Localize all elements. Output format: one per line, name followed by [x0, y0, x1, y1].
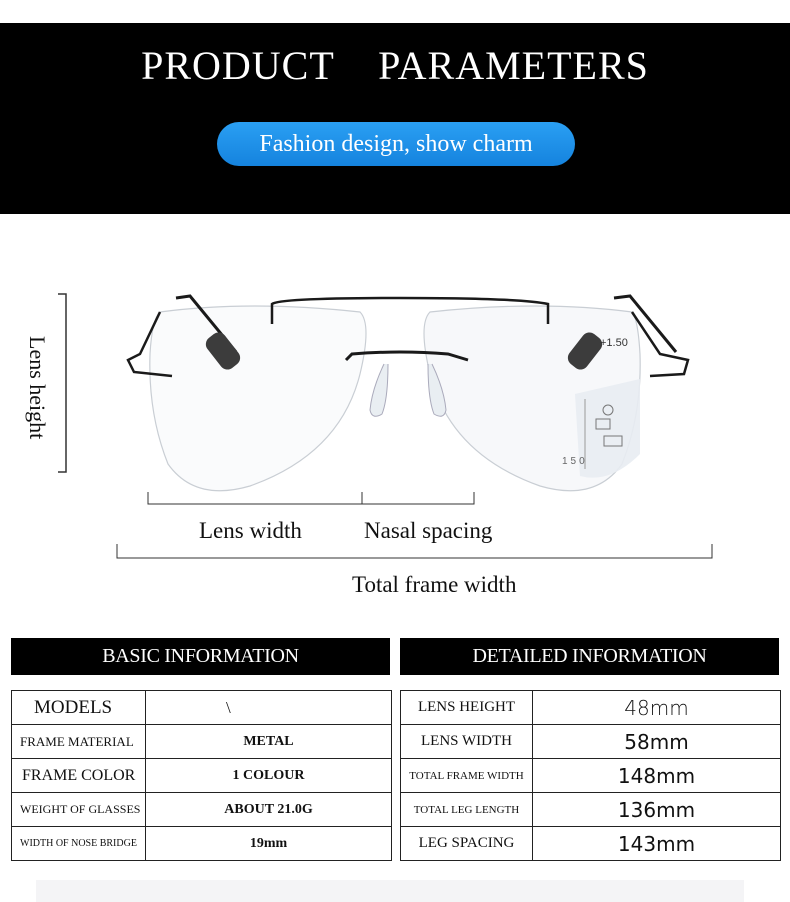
detailed-info-header: DETAILED INFORMATION [400, 638, 779, 675]
left-nose-pad [370, 364, 388, 416]
basic-value-weight: ABOUT 21.0G [146, 793, 392, 827]
lens-scale-mark: 150 [562, 456, 588, 467]
glasses-diagram [0, 214, 790, 634]
table-row [401, 827, 781, 861]
total-width-bracket [117, 544, 712, 558]
basic-info-header: BASIC INFORMATION [11, 638, 390, 675]
detail-label-lens-height: LENS HEIGHT [401, 691, 533, 725]
table-row [12, 759, 392, 793]
basic-value-frame-color: 1 COLOUR [146, 759, 392, 793]
left-lens [150, 306, 366, 491]
detail-label-leg-spacing: LEG SPACING [401, 827, 533, 861]
table-row [12, 691, 392, 725]
table-row [12, 725, 392, 759]
detail-label-total-frame-width: TOTAL FRAME WIDTH [401, 759, 533, 793]
table-row [12, 827, 392, 861]
nasal-spacing-label: Nasal spacing [364, 518, 493, 543]
detail-value-total-frame-width: 148mm [533, 759, 781, 793]
basic-label-models: MODELS [12, 691, 146, 725]
basic-value-frame-material: METAL [146, 725, 392, 759]
basic-label-nose-bridge: WIDTH OF NOSE BRIDGE [12, 827, 146, 861]
detail-value-leg-spacing: 143mm [533, 827, 781, 861]
table-row [401, 691, 781, 725]
bottom-strip [36, 880, 744, 902]
detailed-info-table [400, 690, 781, 861]
basic-value-nose-bridge: 19mm [146, 827, 392, 861]
basic-label-weight: WEIGHT OF GLASSES [12, 793, 146, 827]
lens-height-label: Lens height [25, 336, 50, 440]
basic-label-frame-color: FRAME COLOR [12, 759, 146, 793]
basic-value-models: \ [146, 691, 392, 725]
total-width-label: Total frame width [352, 572, 517, 597]
glasses-illustration [0, 214, 790, 634]
basic-info-table [11, 690, 392, 861]
detail-value-lens-width: 58mm [533, 725, 781, 759]
diopter-tag: +1.50 [600, 337, 628, 349]
detail-label-lens-width: LENS WIDTH [401, 725, 533, 759]
subtitle-pill: Fashion design, show charm [217, 122, 575, 166]
detail-label-total-leg-length: TOTAL LEG LENGTH [401, 793, 533, 827]
page-title: PRODUCT PARAMETERS [141, 43, 649, 88]
table-row [401, 759, 781, 793]
lens-width-label: Lens width [199, 518, 302, 543]
table-row [401, 793, 781, 827]
table-row [401, 725, 781, 759]
basic-label-frame-material: FRAME MATERIAL [12, 725, 146, 759]
nasal-spacing-bracket [362, 492, 474, 504]
lens-width-bracket [148, 492, 362, 504]
table-row [12, 793, 392, 827]
detail-value-lens-height: 48mm [533, 691, 781, 725]
detail-value-total-leg-length: 136mm [533, 793, 781, 827]
